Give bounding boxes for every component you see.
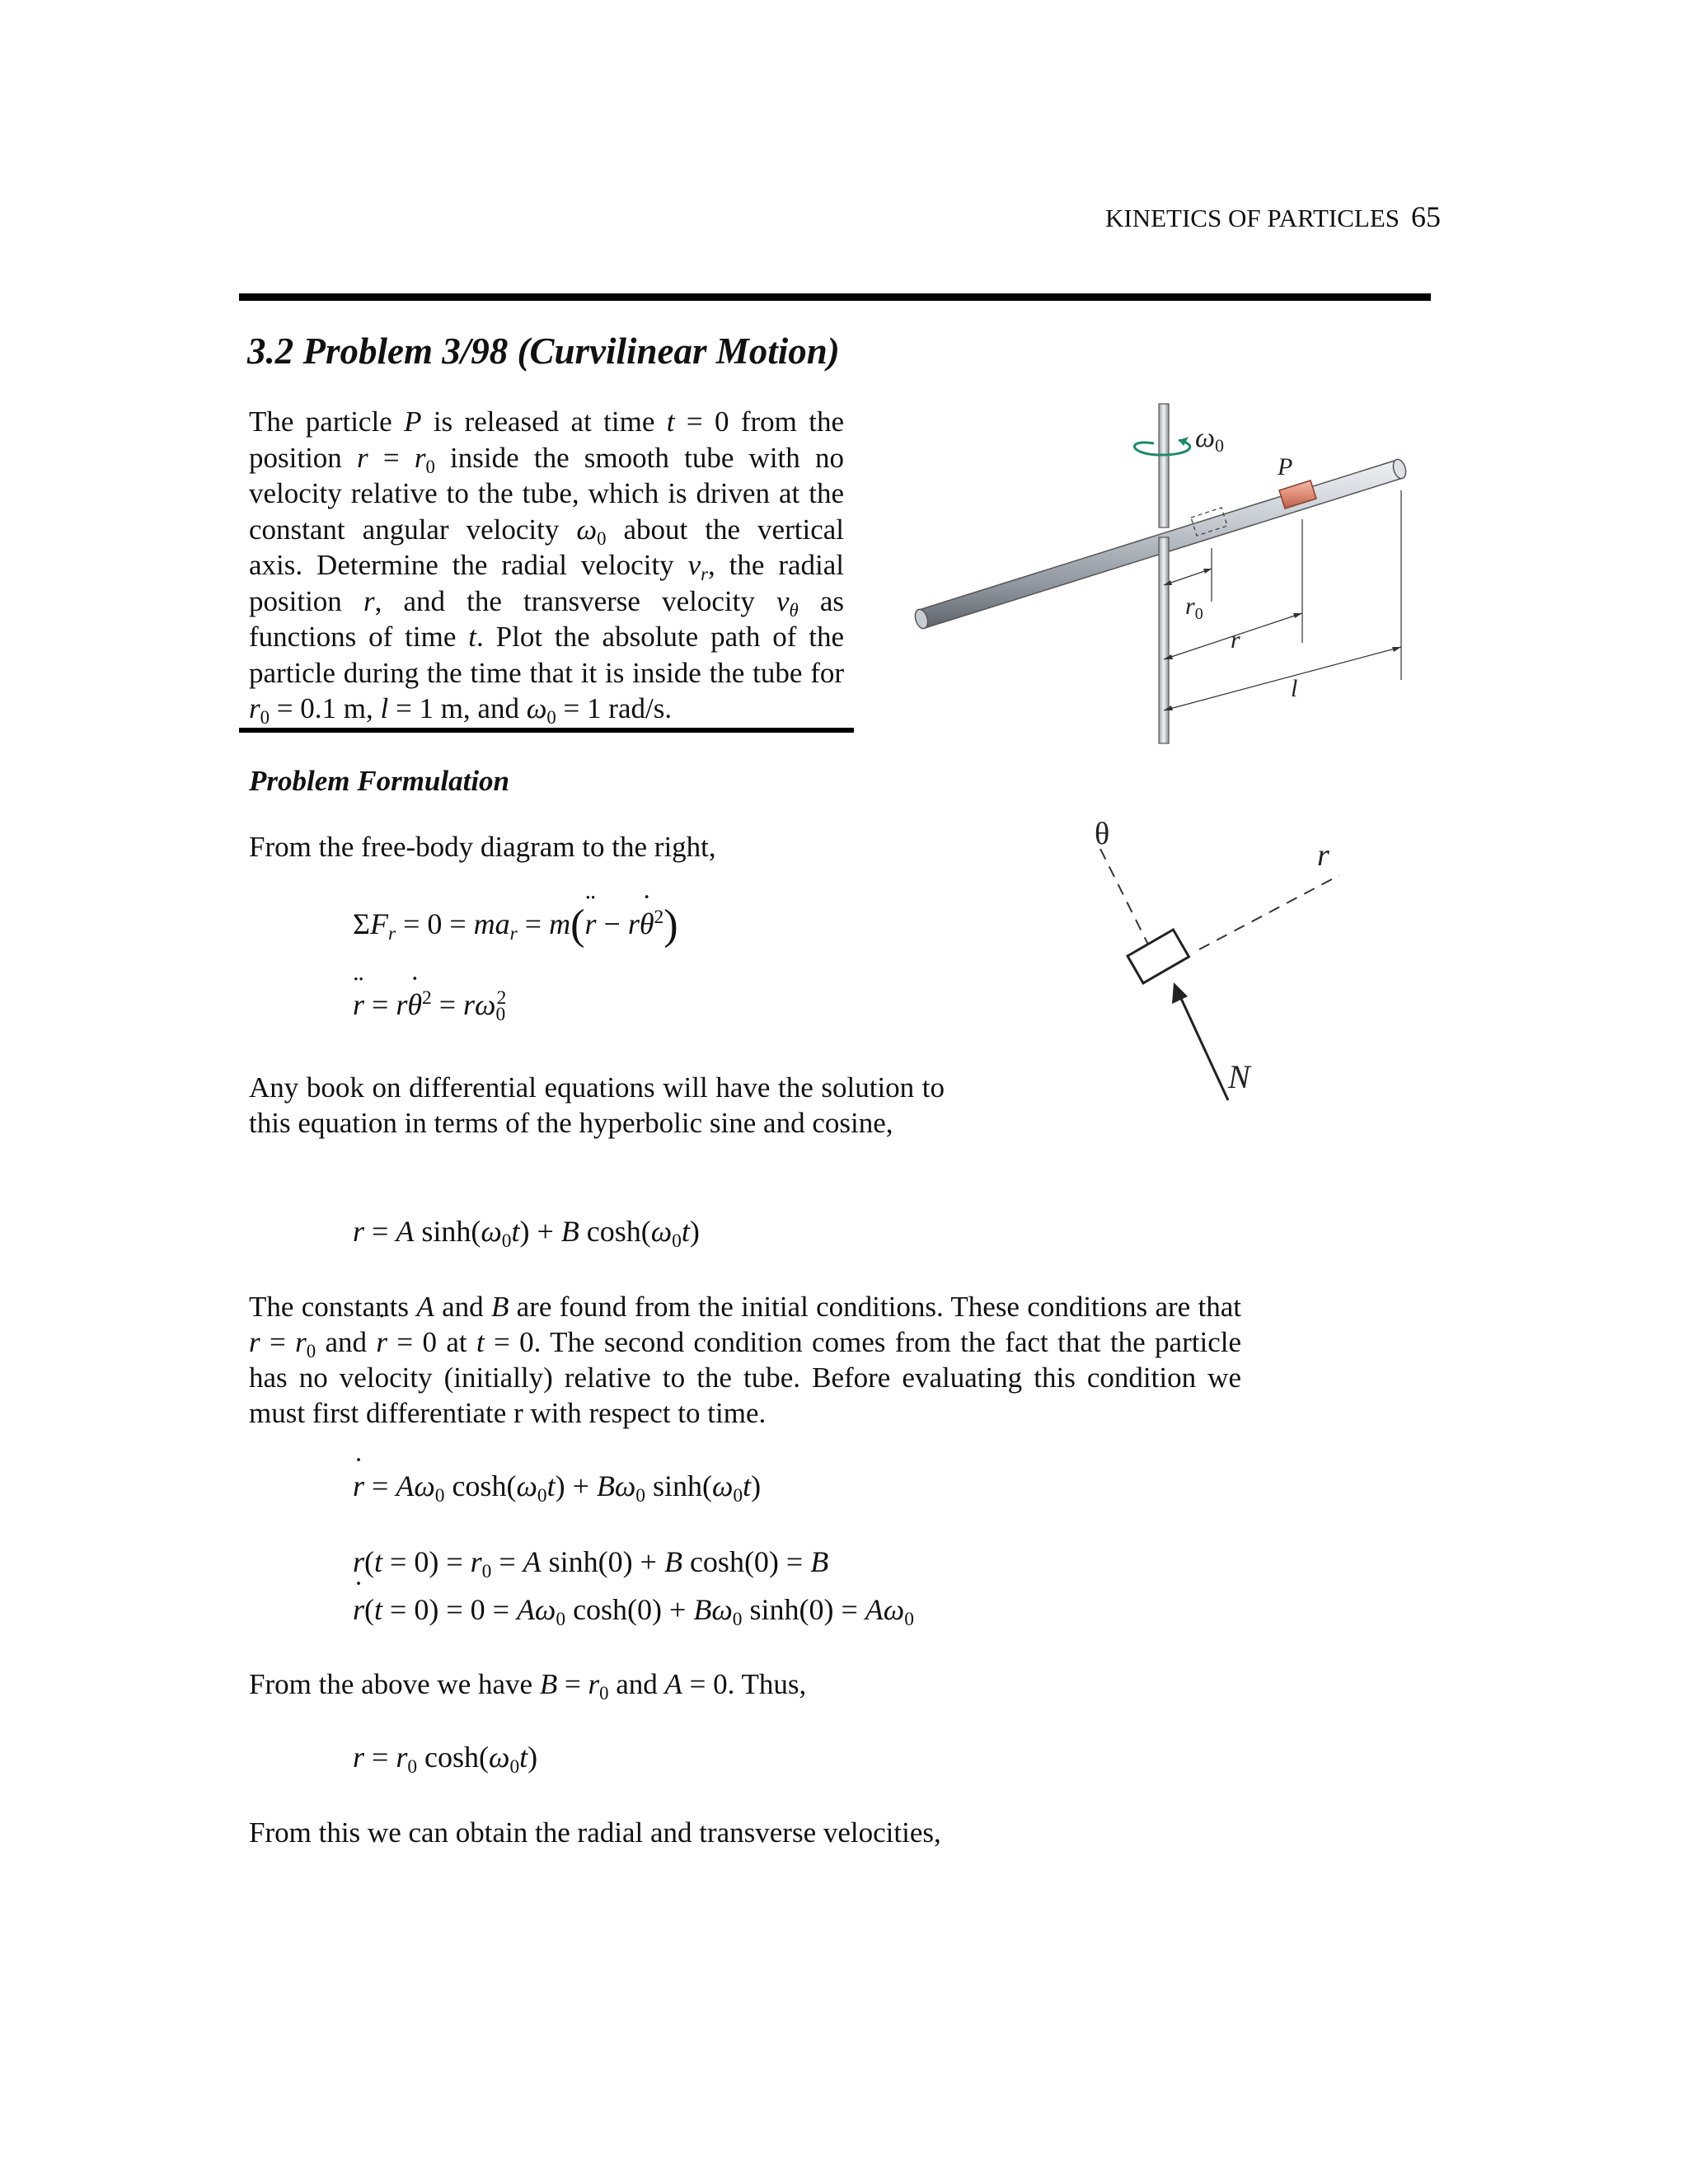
problem-statement: The particle P is released at time t = 0 from the position $r = r_0$ inside the smooth tube with no velocity relative to the tube, which is driven at the constant angular velocity $\omega_0$ about the vertical axis. Determine the radial velocity $v_r$, the radial position r, and the transverse velocity $v_\theta$ as functions of time t. Plot the absolute path of the particle during the time that it is inside the tube for $r_0 = 0.1$ m, l = 1 m, and $\omega_0 = 1$ rad/s. xyxy=(249,405,845,728)
theta-label: θ xyxy=(1095,817,1110,851)
equation-initial-velocity: r ˙(t = $0) = 0 = A\omega_0$ $\cosh(0) + B\omega_0$ $\sinh(0) = A\omega_0$ xyxy=(353,1592,914,1627)
closing-paragraph: From this we can obtain the radial and transverse velocities, xyxy=(249,1816,941,1849)
equation-initial-position: $r(t = 0) = r_0 = A$ sinh(0) + B cosh(0) = B xyxy=(353,1545,829,1583)
fbd-intro: From the free-body diagram to the right, xyxy=(249,831,716,863)
subsection-heading: Problem Formulation xyxy=(249,765,510,797)
l-label: l xyxy=(1291,675,1298,702)
theta-axis xyxy=(1100,849,1150,948)
r-label: r xyxy=(1231,626,1240,654)
l-dimension-line xyxy=(1164,647,1401,710)
fbd-r-label: r xyxy=(1317,838,1329,873)
result-paragraph: From the above we have $B = r_0$ and A = 0. Thus, xyxy=(249,1668,807,1704)
p-label: P xyxy=(1278,453,1293,480)
running-header xyxy=(1105,199,1441,234)
section-title: 3.2 Problem 3/98 (Curvilinear Motion) xyxy=(247,330,840,372)
ode-paragraph: Any book on differential equations will have the solution to this equation in terms of the hyperbolic sine and cosine, xyxy=(249,1071,945,1139)
equation-sum-forces: $\Sigma F_r = 0 = ma_r = m(r$ ¨ − rθ ˙$^2$) xyxy=(353,900,678,949)
running-title: KINETICS OF PARTICLES xyxy=(1105,204,1400,232)
shaft-lower xyxy=(1159,537,1169,743)
problem-rule xyxy=(239,728,854,733)
equation-r-ddot: r ¨ = rθ ˙$^2$ = $r\omega_0^2$ xyxy=(353,987,506,1022)
r0-label: $r_0$ xyxy=(1185,593,1203,623)
shaft-upper xyxy=(1159,404,1169,527)
n-label: N xyxy=(1228,1058,1250,1095)
r-axis xyxy=(1199,875,1339,949)
equation-r-dot: r ˙ = $A\omega_0$ $\cosh(\omega_0t) + B\omega_0$ $\sinh(\omega_0t)$ xyxy=(353,1469,761,1503)
normal-force-arrowhead xyxy=(1172,982,1188,1004)
equation-r-solution: $r = r_0$ $\cosh(\omega_0t)$ xyxy=(353,1741,538,1779)
header-rule xyxy=(239,293,1431,301)
rotating-tube-figure xyxy=(898,396,1426,750)
equation-general-solution: r = A $\sinh(\omega_0t) + B$ $\cosh(\omega_0t)$ xyxy=(353,1215,700,1253)
free-body-diagram xyxy=(1063,808,1376,1113)
omega0-label: ω0 xyxy=(1195,423,1225,456)
normal-force-arrow xyxy=(1179,993,1228,1100)
constants-paragraph: The constants A and B are found from the initial conditions. These conditions are that $r = r_0$ and r ˙ = 0 at t = 0. The second condition comes from the fact that the particle has no velocity (initially) relative to the tube. Before evaluating this condition we must first differentiate r with respect to time. xyxy=(249,1289,1241,1431)
particle-block xyxy=(1128,930,1189,983)
page-number: 65 xyxy=(1411,200,1441,233)
